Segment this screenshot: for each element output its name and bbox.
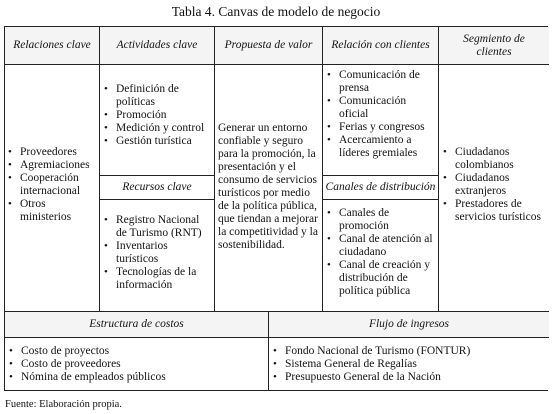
ingresos-list (270, 345, 546, 384)
list-item: • Costo de proveedores (6, 358, 264, 371)
list-item: • Prestadores de servicios turísticos (440, 198, 548, 224)
source-note: Fuente: Elaboración propia. (5, 399, 122, 410)
list-item: • Fondo Nacional de Turismo (FONTUR) (270, 345, 546, 358)
header-propuesta-valor: Propuesta de valor (215, 27, 323, 65)
header-recursos-clave: Recursos clave (100, 176, 215, 200)
list-item: • Tecnologías de la información (101, 266, 209, 292)
costos-list (6, 345, 264, 384)
propuesta-valor-cell (215, 65, 323, 312)
list-item: • Promoción (101, 109, 207, 122)
list-item: • Definición de políticas (101, 83, 207, 109)
propuesta-valor-text: Generar un entorno confiable y seguro para la promoción, la presentación y el consumo de servicios turísticos por medio de la política pública, que tiendan a mejorar la competitividad y la sostenibilidad. (218, 122, 318, 251)
list-item: • Cooperación internacional (5, 172, 98, 198)
header-canales: Canales de distribución (323, 176, 439, 200)
list-item: • Otros ministerios (5, 198, 98, 224)
list-item: • Costo de proyectos (6, 345, 264, 358)
list-item: • Registro Nacional de Turismo (RNT) (101, 214, 209, 240)
list-item: • Ciudadanos colombianos (440, 146, 548, 172)
list-item: • Medición y control (101, 122, 207, 135)
header-relaciones-clave: Relaciones clave (5, 27, 100, 65)
relaciones-clave-cell (5, 65, 100, 312)
table-title: Tabla 4. Canvas de modelo de negocio (171, 4, 381, 19)
ingresos-cell (269, 338, 549, 390)
list-item: • Gestión turística (101, 135, 207, 148)
relacion-clientes-cell (323, 65, 439, 176)
list-item: • Agremiaciones (5, 159, 98, 172)
list-item: • Comunicación oficial (324, 95, 436, 121)
list-item: • Canal de atención al ciudadano (324, 233, 436, 259)
header-ingresos: Flujo de ingresos (269, 312, 549, 338)
header-segmentos: Segmiento de clientes (439, 27, 549, 65)
header-costos: Estructura de costos (5, 312, 269, 338)
list-item: • Ciudadanos extranjeros (440, 172, 548, 198)
canales-list (324, 207, 436, 298)
header-actividades-clave: Actividades clave (100, 27, 215, 65)
actividades-clave-list (101, 83, 207, 148)
recursos-clave-list (101, 214, 209, 292)
list-item: • Inventarios turísticos (101, 240, 209, 266)
list-item: • Comunicación de prensa (324, 69, 436, 95)
segmentos-cell (439, 65, 549, 312)
costos-cell (5, 338, 269, 390)
recursos-clave-cell (100, 200, 215, 312)
list-item: • Presupuesto General de la Nación (270, 371, 546, 384)
list-item: • Canal de creación y distribución de política pública (324, 259, 436, 298)
list-item: • Sistema General de Regalías (270, 358, 546, 371)
list-item: • Ferias y congresos (324, 121, 436, 134)
canales-cell (323, 200, 439, 312)
header-relacion-clientes: Relación con clientes (323, 27, 439, 65)
list-item: • Proveedores (5, 146, 98, 159)
relacion-clientes-list (324, 69, 436, 160)
list-item: • Nómina de empleados públicos (6, 371, 264, 384)
business-model-canvas (4, 26, 548, 391)
segmentos-list (440, 146, 548, 224)
list-item: • Canales de promoción (324, 207, 436, 233)
relaciones-clave-list (5, 146, 98, 224)
list-item: • Acercamiento a líderes gremiales (324, 134, 436, 160)
actividades-clave-cell (100, 65, 215, 176)
